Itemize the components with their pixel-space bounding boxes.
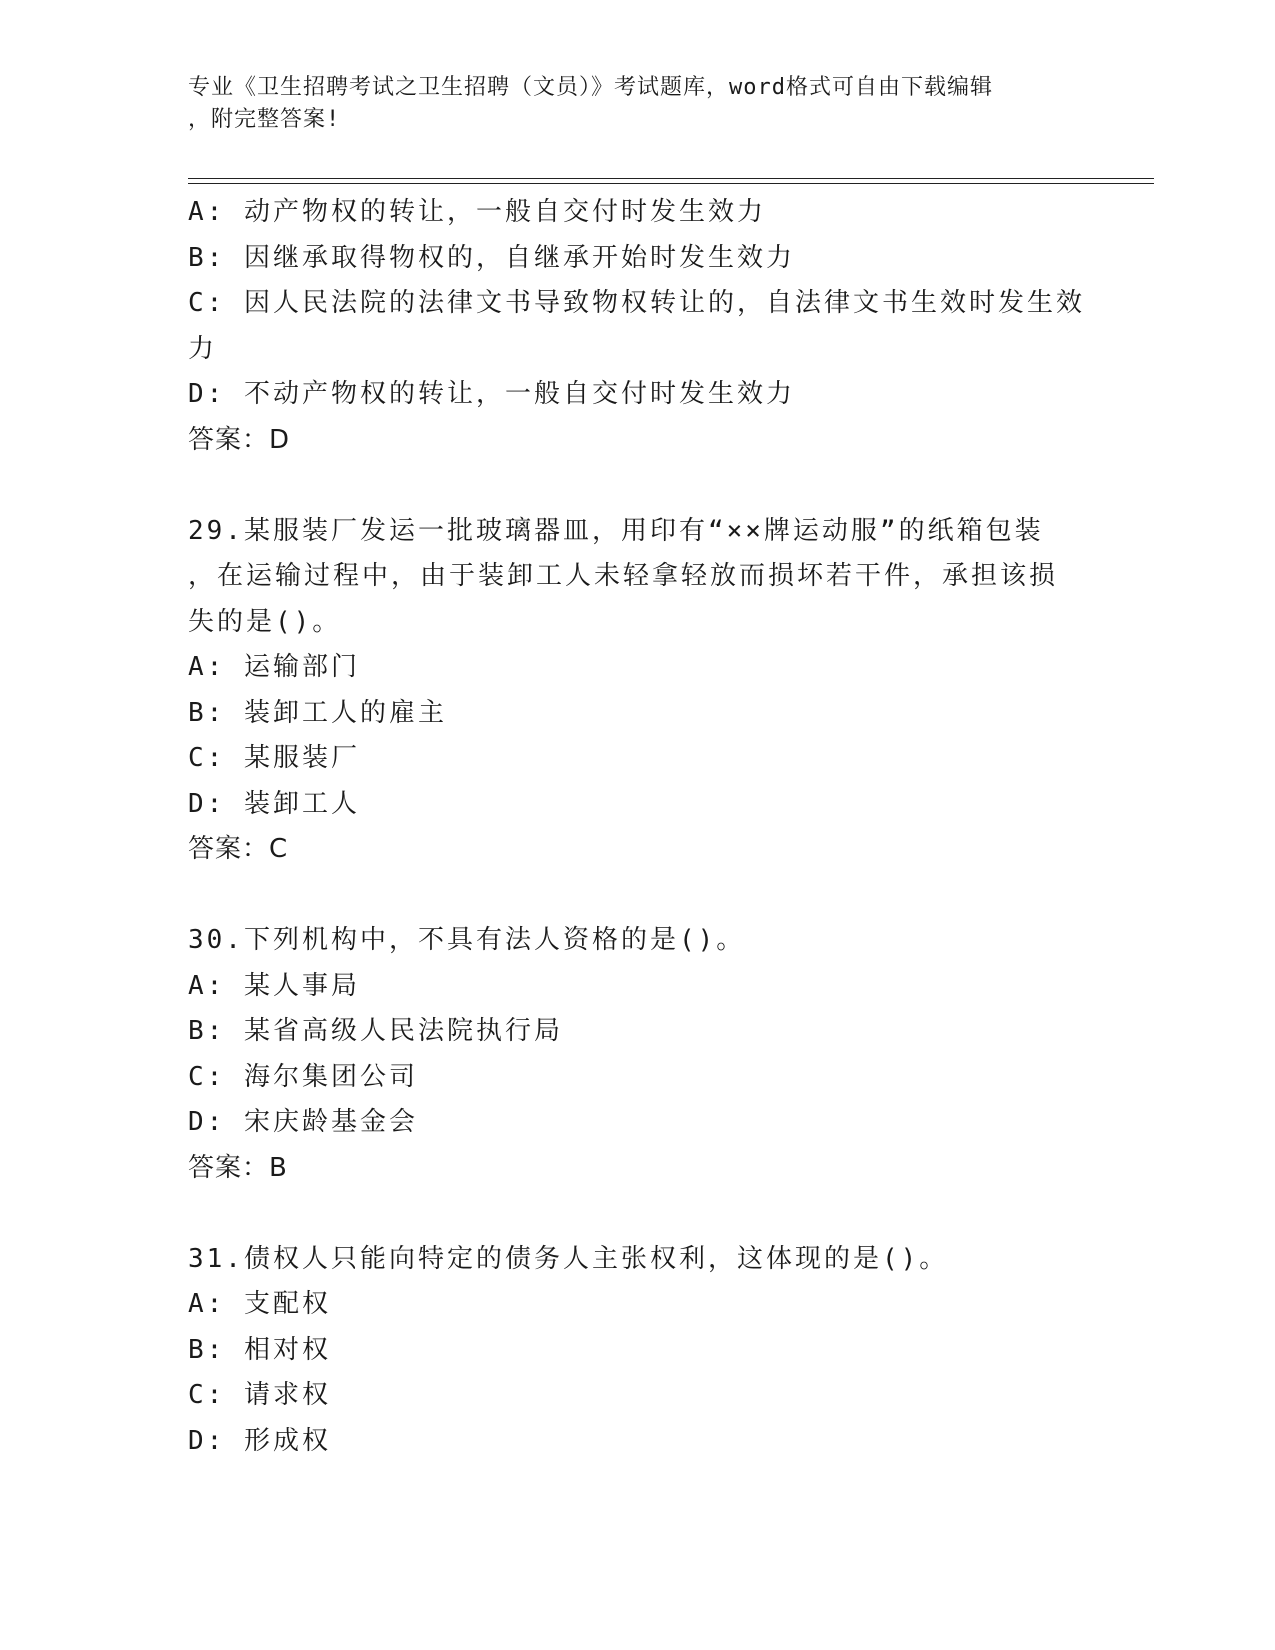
document-header — [188, 72, 1068, 136]
option-c-line-1: C: 因人民法院的法律文书导致物权转让的，自法律文书生效时发生效 — [188, 288, 1085, 318]
option-c: C: 请求权 — [188, 1380, 331, 1410]
option-d: D: 装卸工人 — [188, 788, 360, 819]
option-d: D: 形成权 — [188, 1425, 331, 1456]
option-d: D: 宋庆龄基金会 — [188, 1107, 418, 1137]
option-b: B: 相对权 — [188, 1334, 331, 1365]
question-31 — [188, 1237, 1088, 1465]
spacer — [188, 873, 1088, 919]
answer: 答案：D — [188, 424, 291, 455]
option-c: C: 某服装厂 — [188, 743, 360, 773]
question-28 — [188, 190, 1088, 463]
header-divider-top — [188, 178, 1154, 179]
option-a: A: 动产物权的转让，一般自交付时发生效力 — [188, 197, 766, 227]
answer: 答案：C — [188, 834, 289, 864]
option-c: C: 海尔集团公司 — [188, 1061, 418, 1092]
option-a: A: 运输部门 — [188, 652, 360, 682]
header-line-2: ，附完整答案! — [188, 107, 341, 132]
question-stem-line-1: 29.某服装厂发运一批玻璃器皿，用印有“××牌运动服”的纸箱包装 — [188, 515, 1044, 546]
option-b: B: 装卸工人的雇主 — [188, 697, 447, 728]
option-b: B: 因继承取得物权的，自继承开始时发生效力 — [188, 242, 795, 273]
option-c-line-2: 力 — [188, 333, 218, 364]
option-a: A: 支配权 — [188, 1289, 331, 1319]
question-stem-line-3: 失的是()。 — [188, 606, 342, 637]
question-stem: 31.债权人只能向特定的债务人主张权利，这体现的是()。 — [188, 1243, 949, 1274]
spacer — [188, 1191, 1088, 1237]
option-b: B: 某省高级人民法院执行局 — [188, 1016, 563, 1046]
question-30 — [188, 918, 1088, 1191]
document-body — [188, 190, 1088, 1464]
option-d: D: 不动产物权的转让，一般自交付时发生效力 — [188, 379, 795, 409]
answer: 答案：B — [188, 1152, 288, 1183]
question-stem: 30.下列机构中，不具有法人资格的是()。 — [188, 925, 746, 955]
option-a: A: 某人事局 — [188, 970, 360, 1001]
question-stem-line-2: ，在运输过程中，由于装卸工人未轻拿轻放而损坏若干件，承担该损 — [188, 561, 1059, 591]
question-29 — [188, 509, 1088, 873]
header-divider-bottom — [188, 183, 1154, 184]
header-line-1: 专业《卫生招聘考试之卫生招聘（文员）》考试题库，word格式可自由下载编辑 — [188, 75, 993, 100]
spacer — [188, 463, 1088, 509]
